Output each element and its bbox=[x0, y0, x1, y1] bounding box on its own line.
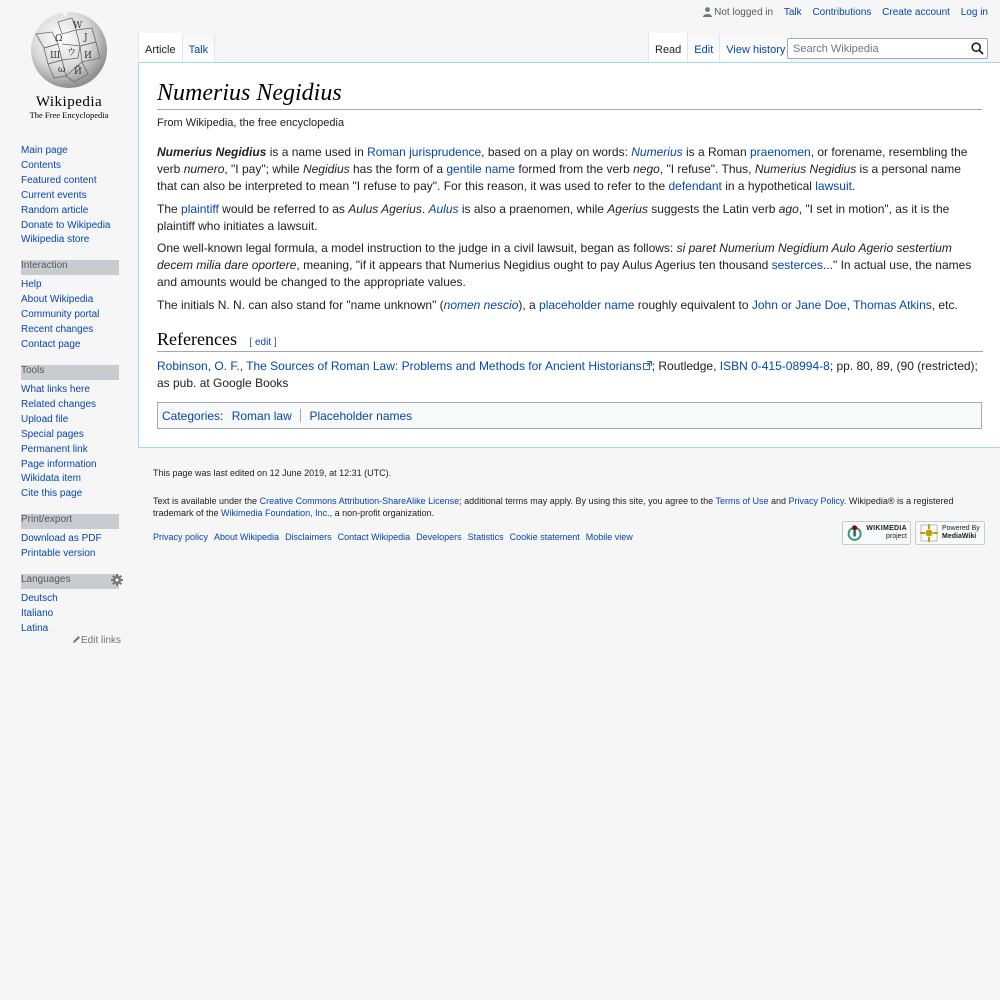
wikimedia-badge-line1: WIKIMEDIA bbox=[866, 525, 907, 532]
list-item bbox=[21, 308, 119, 323]
list-item bbox=[21, 338, 119, 353]
tab-read[interactable]: Read bbox=[648, 33, 688, 62]
sidebar-interaction bbox=[21, 260, 119, 353]
footer-link[interactable]: Mobile view bbox=[585, 532, 633, 542]
sidebar-item[interactable]: Upload file bbox=[21, 413, 69, 425]
svg-text:Ш: Ш bbox=[50, 51, 61, 61]
svg-text:J: J bbox=[84, 33, 88, 43]
list-item bbox=[21, 398, 119, 413]
tab-edit[interactable]: Edit bbox=[688, 33, 720, 62]
sidebar-navigation bbox=[21, 144, 119, 248]
article-content bbox=[138, 62, 1000, 448]
text-run: ; additional terms may apply. By using this site, you agree to the bbox=[459, 496, 716, 506]
svg-text:W: W bbox=[73, 21, 83, 31]
paragraph bbox=[157, 297, 983, 314]
footer-link[interactable]: Statistics bbox=[467, 532, 504, 542]
sidebar-item[interactable]: Current events bbox=[21, 189, 87, 201]
inline-link[interactable]: defendant bbox=[668, 179, 722, 193]
list-item bbox=[21, 189, 119, 204]
text-run: has the form of a bbox=[349, 162, 447, 176]
category-link-roman-law[interactable]: Roman law bbox=[231, 409, 292, 423]
list-item bbox=[21, 487, 119, 502]
sidebar-tools bbox=[21, 365, 119, 502]
list-item bbox=[21, 159, 119, 174]
interaction-heading: Interaction bbox=[21, 260, 119, 275]
sidebar-item[interactable]: Related changes bbox=[21, 398, 97, 410]
references-heading bbox=[157, 329, 983, 352]
inline-link[interactable]: lawsuit bbox=[815, 179, 852, 193]
edit-links-button[interactable] bbox=[72, 635, 121, 646]
inline-link[interactable]: Privacy Policy bbox=[788, 496, 844, 506]
inline-link[interactable]: placeholder name bbox=[539, 298, 635, 312]
text-run: ), a bbox=[518, 298, 540, 312]
language-link[interactable]: Deutsch bbox=[21, 593, 58, 604]
text-run: , based on a play on words: bbox=[481, 145, 632, 159]
tab-article[interactable]: Article bbox=[138, 33, 183, 62]
sidebar-item[interactable]: Main page bbox=[21, 145, 68, 156]
inline-link[interactable]: Terms of Use bbox=[715, 496, 769, 506]
contributions-link[interactable]: Contributions bbox=[812, 7, 872, 18]
list-item bbox=[21, 204, 119, 219]
sidebar-print-export bbox=[21, 514, 119, 562]
sidebar-item[interactable]: Recent changes bbox=[21, 323, 94, 335]
external-link-icon bbox=[643, 358, 652, 375]
inline-link[interactable]: praenomen bbox=[749, 145, 811, 159]
list-item bbox=[21, 293, 119, 308]
list-item bbox=[21, 219, 119, 234]
sidebar-item[interactable]: Contact page bbox=[21, 338, 81, 350]
text-run: is a name used in bbox=[266, 145, 368, 159]
languages-heading-label: Languages bbox=[21, 574, 71, 585]
section-edit-link[interactable]: edit bbox=[254, 337, 272, 348]
text-run: , or forename, resembling the verb bbox=[157, 145, 968, 176]
license-text bbox=[153, 495, 988, 519]
tools-heading: Tools bbox=[21, 365, 119, 380]
footer-link[interactable]: Privacy policy bbox=[153, 532, 209, 542]
footer-link[interactable]: Contact Wikipedia bbox=[337, 532, 411, 542]
pencil-icon bbox=[72, 635, 81, 644]
wikimedia-badge-line2: project bbox=[885, 533, 907, 540]
list-item bbox=[21, 413, 119, 428]
text-run: ; pp. 80, 89, (90 (restricted); as pub. at Google Books bbox=[157, 359, 978, 390]
search-icon[interactable] bbox=[971, 42, 984, 55]
tab-talk[interactable]: Talk bbox=[183, 33, 216, 62]
print-export-heading: Print/export bbox=[21, 514, 119, 529]
text-run: formed from the verb bbox=[515, 162, 634, 176]
powered-by-mediawiki-badge[interactable] bbox=[915, 521, 985, 545]
svg-text:ウ: ウ bbox=[67, 48, 77, 58]
search-input[interactable] bbox=[788, 40, 966, 59]
list-item bbox=[21, 323, 119, 338]
text-run: is a personal name that can also be interpreted to mean "I refuse to pay". For this reason, it was used to refer to the bbox=[157, 162, 961, 193]
text-run: , bbox=[846, 298, 854, 312]
category-separator bbox=[300, 409, 301, 422]
inline-link[interactable]: sesterces bbox=[771, 258, 823, 272]
log-in-link[interactable]: Log in bbox=[960, 7, 988, 18]
inline-link[interactable]: ISBN 0-415-08994-8 bbox=[719, 359, 830, 373]
section-edit bbox=[249, 337, 276, 348]
bracket-close: ] bbox=[273, 337, 277, 348]
inline-link[interactable]: gentile name bbox=[446, 162, 516, 176]
list-item bbox=[21, 428, 119, 443]
text-run: , a non-profit organization. bbox=[329, 508, 435, 518]
mediawiki-logo-icon bbox=[919, 523, 939, 543]
paragraph bbox=[157, 201, 983, 235]
sidebar-item[interactable]: Cite this page bbox=[21, 488, 83, 500]
sidebar-item[interactable]: Special pages bbox=[21, 428, 84, 440]
list-item bbox=[21, 547, 119, 562]
list-item bbox=[21, 532, 119, 547]
wikipedia-wordmark: Wikipedia bbox=[35, 94, 103, 110]
sidebar-item[interactable]: Featured content bbox=[21, 174, 97, 186]
category-links bbox=[157, 402, 982, 429]
categories-colon: : bbox=[220, 409, 224, 423]
view-tabs bbox=[648, 33, 792, 62]
svg-text:Й: Й bbox=[74, 67, 82, 77]
sidebar-item[interactable]: Random article bbox=[21, 204, 89, 216]
text-run: and bbox=[768, 496, 789, 506]
text-run: Agerius bbox=[607, 202, 648, 216]
namespace-tabs bbox=[138, 33, 215, 62]
text-run: , meaning, "if it appears that Numerius Negidius ought to pay Aulus Agerius ten thousand bbox=[296, 258, 772, 272]
list-item bbox=[21, 472, 119, 487]
text-run: . bbox=[421, 202, 429, 216]
language-link[interactable]: Latina bbox=[21, 622, 49, 634]
personal-tools bbox=[703, 7, 988, 20]
categories-link[interactable]: Categories bbox=[162, 409, 221, 423]
sidebar-item[interactable]: Community portal bbox=[21, 308, 100, 320]
text-run: would be referred to as bbox=[218, 202, 349, 216]
text-run: , "I refuse". Thus, bbox=[659, 162, 755, 176]
inline-link[interactable]: nomen nescio bbox=[443, 298, 519, 312]
text-run: nego bbox=[633, 162, 660, 176]
text-run: numero bbox=[183, 162, 225, 176]
text-run: The initials N. N. can also stand for "name unknown" ( bbox=[157, 298, 444, 312]
list-item bbox=[21, 144, 119, 159]
sidebar-item[interactable]: Contents bbox=[21, 159, 62, 171]
text-run: , etc. bbox=[931, 298, 958, 312]
text-run: ago bbox=[778, 202, 799, 216]
wikimedia-logo-icon bbox=[846, 523, 863, 543]
personal-talk-link[interactable]: Talk bbox=[783, 7, 802, 18]
sidebar-item[interactable]: Wikipedia store bbox=[21, 234, 90, 246]
sidebar-item[interactable]: Permanent link bbox=[21, 443, 88, 455]
text-run: suggests the Latin verb bbox=[647, 202, 779, 216]
sidebar-item[interactable]: Donate to Wikipedia bbox=[21, 219, 111, 231]
sidebar-item[interactable]: About Wikipedia bbox=[21, 293, 94, 305]
edit-links-label: Edit links bbox=[81, 635, 122, 646]
sidebar-item[interactable]: Wikidata item bbox=[21, 473, 82, 485]
inline-link[interactable]: plaintiff bbox=[181, 202, 219, 216]
text-run: , "I pay"; while bbox=[224, 162, 303, 176]
mediawiki-badge-line1: Powered By bbox=[942, 525, 980, 532]
category-link-placeholder-names[interactable]: Placeholder names bbox=[309, 409, 413, 423]
list-item bbox=[21, 607, 119, 622]
text-run: Negidius bbox=[302, 162, 350, 176]
sidebar-item[interactable]: Download as PDF bbox=[21, 533, 102, 544]
tab-view-history[interactable]: View history bbox=[720, 33, 792, 62]
page-title: Numerius Negidius bbox=[157, 79, 982, 110]
mediawiki-badge-line2: MediaWiki bbox=[942, 533, 977, 540]
references-heading-text: References bbox=[157, 329, 237, 349]
list-item bbox=[21, 443, 119, 458]
sidebar-item[interactable]: Printable version bbox=[21, 547, 96, 559]
text-run: is a Roman bbox=[682, 145, 750, 159]
text-run: Text is available under the bbox=[153, 496, 260, 506]
list-item bbox=[21, 592, 119, 607]
text-run: . Wikipedia® is a registered trademark of the bbox=[153, 496, 954, 518]
paragraph bbox=[157, 144, 983, 195]
footer bbox=[153, 468, 988, 542]
svg-text:И: И bbox=[84, 51, 92, 61]
wikipedia-tagline: The Free Encyclopedia bbox=[29, 110, 109, 120]
user-icon bbox=[703, 7, 712, 20]
text-run: is also a praenomen, while bbox=[458, 202, 608, 216]
footer-link[interactable]: Disclaimers bbox=[285, 532, 332, 542]
list-item bbox=[21, 278, 119, 293]
sidebar-item[interactable]: What links here bbox=[21, 384, 90, 395]
gear-icon[interactable] bbox=[111, 574, 123, 586]
inline-link[interactable]: Numerius bbox=[631, 145, 683, 159]
inline-link[interactable]: Thomas Atkins bbox=[853, 298, 932, 312]
text-run: ; Routledge, bbox=[651, 359, 720, 373]
inline-link[interactable]: Robinson, O. F., The Sources of Roman Law: Problems and Methods for Ancient Historians bbox=[157, 359, 642, 373]
list-item bbox=[21, 383, 119, 398]
wikipedia-globe-icon bbox=[14, 8, 124, 124]
not-logged-in-label: Not logged in bbox=[714, 7, 774, 18]
footer-link[interactable]: About Wikipedia bbox=[214, 532, 280, 542]
text-run: . bbox=[851, 179, 856, 193]
reference-citation bbox=[157, 358, 983, 392]
wikipedia-logo[interactable] bbox=[14, 8, 124, 124]
wikimedia-project-badge[interactable] bbox=[842, 521, 911, 545]
text-run: Numerius Negidius bbox=[754, 162, 857, 176]
site-subtitle: From Wikipedia, the free encyclopedia bbox=[157, 116, 345, 129]
inline-link[interactable]: Wikimedia Foundation, Inc. bbox=[221, 508, 330, 518]
inline-link[interactable]: Creative Commons Attribution-ShareAlike License bbox=[259, 496, 460, 506]
bracket-open: [ bbox=[249, 337, 253, 348]
footer-link[interactable]: Cookie statement bbox=[509, 532, 580, 542]
languages-heading bbox=[21, 574, 119, 589]
text-run: Numerius Negidius bbox=[157, 145, 267, 159]
svg-text:ω: ω bbox=[58, 65, 66, 75]
create-account-link[interactable]: Create account bbox=[882, 7, 950, 18]
text-run: roughly equivalent to bbox=[634, 298, 752, 312]
list-item bbox=[21, 458, 119, 473]
inline-link[interactable]: Roman bbox=[367, 145, 406, 159]
last-modified: This page was last edited on 12 June 2019, at 12:31 (UTC). bbox=[153, 468, 392, 478]
paragraph bbox=[157, 240, 983, 291]
inline-link[interactable]: John or Jane Doe bbox=[751, 298, 847, 312]
footer-link[interactable]: Developers bbox=[416, 532, 462, 542]
text-run: The bbox=[157, 202, 182, 216]
inline-link[interactable]: Aulus bbox=[428, 202, 459, 216]
sidebar-item[interactable]: Page information bbox=[21, 458, 97, 470]
text-run: One well-known legal formula, a model instruction to the judge in a civil lawsuit, began as follows: bbox=[157, 241, 677, 255]
search-box bbox=[787, 38, 988, 59]
language-link[interactable]: Italiano bbox=[21, 607, 54, 619]
inline-link[interactable]: jurisprudence bbox=[409, 145, 482, 159]
list-item bbox=[21, 174, 119, 189]
text-run: si paret Numerium Negidium Aulo Agerio sestertium decem milia dare oportere bbox=[157, 241, 952, 272]
svg-text:Ω: Ω bbox=[55, 34, 63, 44]
text-run: ..." In actual use, the names and amounts would be changed to the appropriate values. bbox=[157, 258, 972, 289]
list-item bbox=[21, 233, 119, 248]
text-run: , "I set in motion", as it is the plaintiff who initiates a lawsuit. bbox=[157, 202, 950, 233]
text-run: Aulus Agerius bbox=[348, 202, 422, 216]
sidebar-item[interactable]: Help bbox=[21, 279, 42, 290]
sidebar-languages bbox=[21, 574, 119, 637]
text-run: in a hypothetical bbox=[721, 179, 816, 193]
